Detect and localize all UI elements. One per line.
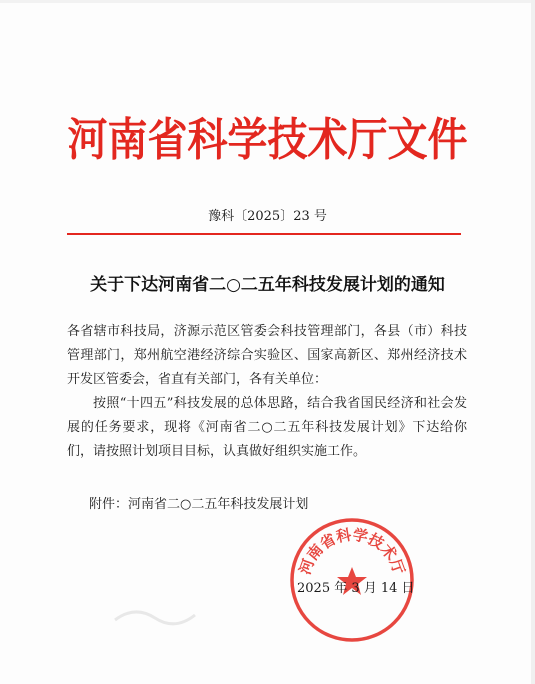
page-top-edge <box>0 0 535 3</box>
notice-title: 关于下达河南省二○二五年科技发展计划的通知 <box>90 275 445 295</box>
attachment-line: 附件：河南省二○二五年科技发展计划 <box>89 497 309 512</box>
page-right-edge <box>531 0 535 684</box>
faint-ink-mark <box>110 600 200 640</box>
document-number: 豫科〔2025〕23 号 <box>208 209 327 224</box>
seal-text: 河南省科学技术厅 <box>295 525 409 577</box>
addressee-paragraph: 各省辖市科技局，济源示范区管委会科技管理部门，各县（市）科技管理部门，郑州航空港经济综合实验区、国家高新区、郑州经济技术开发区管委会，省直有关部门，各有关单位： <box>67 324 467 387</box>
issue-date: 2025 年 3 月 14 日 <box>297 581 415 596</box>
body-paragraph: 按照“十四五”科技发展的总体思路，结合我省国民经济和社会发展的任务要求，现将《河南省二○二五年科技发展计划》下达给你们，请按照计划项目目标，认真做好组织实施工作。 <box>67 396 467 459</box>
masthead-title: 河南省科学技术厅文件 <box>67 113 468 167</box>
red-separator-line <box>67 233 461 235</box>
